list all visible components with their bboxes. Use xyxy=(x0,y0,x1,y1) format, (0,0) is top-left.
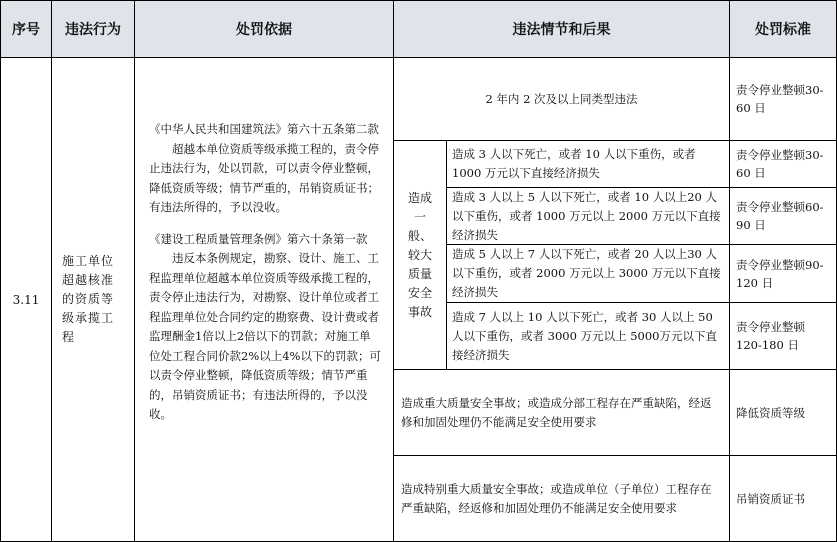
extra-major-accident-standard-text: 吊销资质证书 xyxy=(736,491,805,506)
major-accident-cell xyxy=(393,369,730,456)
header-standard-label: 处罚标准 xyxy=(755,22,811,38)
basis-regulation-title: 《建设工程质量管理条例》第六十条第一款 xyxy=(149,231,368,246)
accident-item-1-standard-text: 责令停业整顿30-60 日 xyxy=(736,148,824,180)
accident-item-4-standard-text: 责令停业整顿120-180 日 xyxy=(736,320,805,352)
accident-item-3-standard-text: 责令停业整顿90-120 日 xyxy=(736,257,824,290)
header-seq-label: 序号 xyxy=(12,22,40,38)
accident-item-3 xyxy=(446,244,730,303)
header-circumstances xyxy=(393,0,730,58)
header-violation xyxy=(51,0,135,58)
violation-text: 施工单位超越核准的资质等级承揽工程 xyxy=(62,254,115,344)
accident-item-2-standard-text: 责令停业整顿60-90 日 xyxy=(736,200,824,232)
repeat-standard-text: 责令停业整顿30-60 日 xyxy=(736,83,824,115)
accident-item-1 xyxy=(446,140,730,188)
accident-item-4-text: 造成 7 人以上 10 人以下死亡，或者 30 人以上 50 人以下重伤，或者 3000 万元以上 5000万元以下直接经济损失 xyxy=(452,309,717,362)
extra-major-accident-cell xyxy=(393,455,730,542)
major-accident-standard xyxy=(729,369,837,456)
repeat-violation-text: 2 年内 2 次及以上同类型违法 xyxy=(485,91,638,106)
accident-item-3-text: 造成 5 人以上 7 人以下死亡，或者 20 人以上30 人以下重伤，或者 2000 万元以上 3000 万元以下直接经济损失 xyxy=(452,247,721,299)
violation-cell xyxy=(51,57,135,542)
major-accident-text: 造成重大质量安全事故；或造成分部工程存在严重缺陷，经返修和加固处理仍不能满足安全使用要求 xyxy=(401,395,712,429)
accident-item-2-standard xyxy=(729,187,837,245)
accident-item-2 xyxy=(446,187,730,245)
header-basis-label: 处罚依据 xyxy=(236,22,292,38)
accident-item-1-standard xyxy=(729,140,837,188)
header-basis xyxy=(134,0,394,58)
basis-cell xyxy=(134,57,394,542)
header-violation-label: 违法行为 xyxy=(65,22,121,38)
basis-regulation-body: 违反本条例规定，勘察、设计、施工、工程监理单位超越本单位资质等级承揽工程的，责令停止违法行为，对勘察、设计单位或者工程监理单位处合同约定的勘察费、设计费或者监理酬金1倍以上2倍以下的罚款；对施工单位处工程合同价款2%以上4%以下的罚款；可以责令停业整顿，降低资质等级；情节严重的，吊销资质证书；有违法所得的，予以没收。 xyxy=(149,251,381,421)
basis-law-title: 《中华人民共和国建筑法》第六十五条第二款 xyxy=(149,122,379,136)
accident-label-cell xyxy=(393,140,447,370)
seq-value: 3.11 xyxy=(12,292,40,307)
accident-item-3-standard xyxy=(729,244,837,303)
repeat-violation-standard xyxy=(729,57,837,141)
accident-label-text: 造成一般、较大质量安全事故 xyxy=(407,190,432,319)
header-standard xyxy=(729,0,837,58)
accident-item-4-standard xyxy=(729,302,837,370)
accident-item-2-text: 造成 3 人以上 5 人以下死亡，或者 10 人以上20 人以下重伤，或者 1000 万元以上 2000 万元以下直接经济损失 xyxy=(452,189,721,242)
header-circumstances-label: 违法情节和后果 xyxy=(512,22,611,38)
major-accident-standard-text: 降低资质等级 xyxy=(736,405,805,420)
extra-major-accident-standard xyxy=(729,455,837,542)
header-seq xyxy=(0,0,52,58)
seq-cell xyxy=(0,57,52,542)
accident-item-1-text: 造成 3 人以下死亡，或者 10 人以下重伤，或者 1000 万元以下直接经济损失 xyxy=(452,147,696,180)
accident-item-4 xyxy=(446,302,730,370)
extra-major-accident-text: 造成特别重大质量安全事故；或造成单位（子单位）工程存在严重缺陷，经返修和加固处理仍不能满足安全使用要求 xyxy=(401,481,712,515)
repeat-violation-cell xyxy=(393,57,730,141)
basis-law-body: 超越本单位资质等级承揽工程的，责令停止违法行为，处以罚款，可以责令停业整顿，降低资质等级；情节严重的，吊销资质证书；有违法所得的，予以没收。 xyxy=(149,141,379,214)
